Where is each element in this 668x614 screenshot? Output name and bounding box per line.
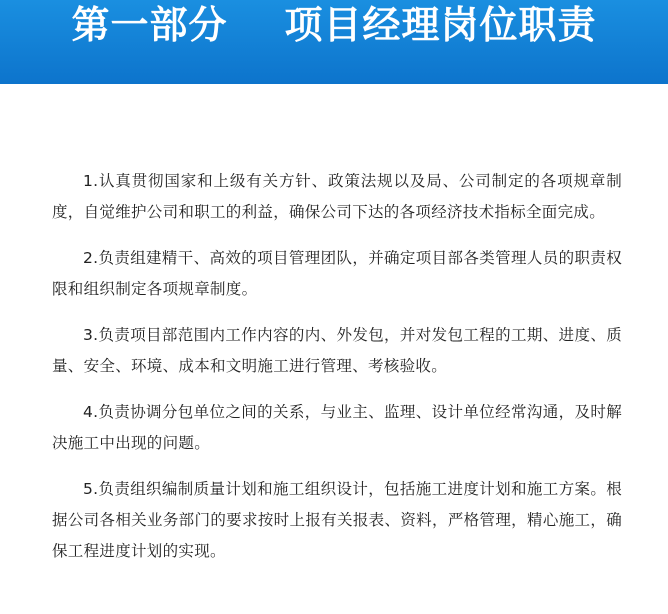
duty-paragraph-3: 3.负责项目部范围内工作内容的内、外发包，并对发包工程的工期、进度、质量、安全、环境、成本和文明施工进行管理、考核验收。 bbox=[52, 326, 622, 375]
duty-paragraph-1: 1.认真贯彻国家和上级有关方针、政策法规以及局、公司制定的各项规章制度，自觉维护公司和职工的利益，确保公司下达的各项经济技术指标全面完成。 bbox=[52, 172, 622, 221]
duty-paragraph-5: 5.负责组织编制质量计划和施工组织设计，包括施工进度计划和施工方案。根据公司各相关业务部门的要求按时上报有关报表、资料，严格管理，精心施工，确保工程进度计划的实现。 bbox=[52, 480, 622, 560]
section-title: 第一部分 项目经理岗位职责 bbox=[71, 3, 597, 47]
duty-paragraph-4: 4.负责协调分包单位之间的关系，与业主、监理、设计单位经常沟通，及时解决施工中出现的问题。 bbox=[52, 403, 622, 452]
duties-list bbox=[52, 166, 622, 567]
duty-paragraph-2: 2.负责组建精干、高效的项目管理团队，并确定项目部各类管理人员的职责权限和组织制定各项规章制度。 bbox=[52, 249, 622, 298]
title-banner bbox=[0, 0, 668, 84]
